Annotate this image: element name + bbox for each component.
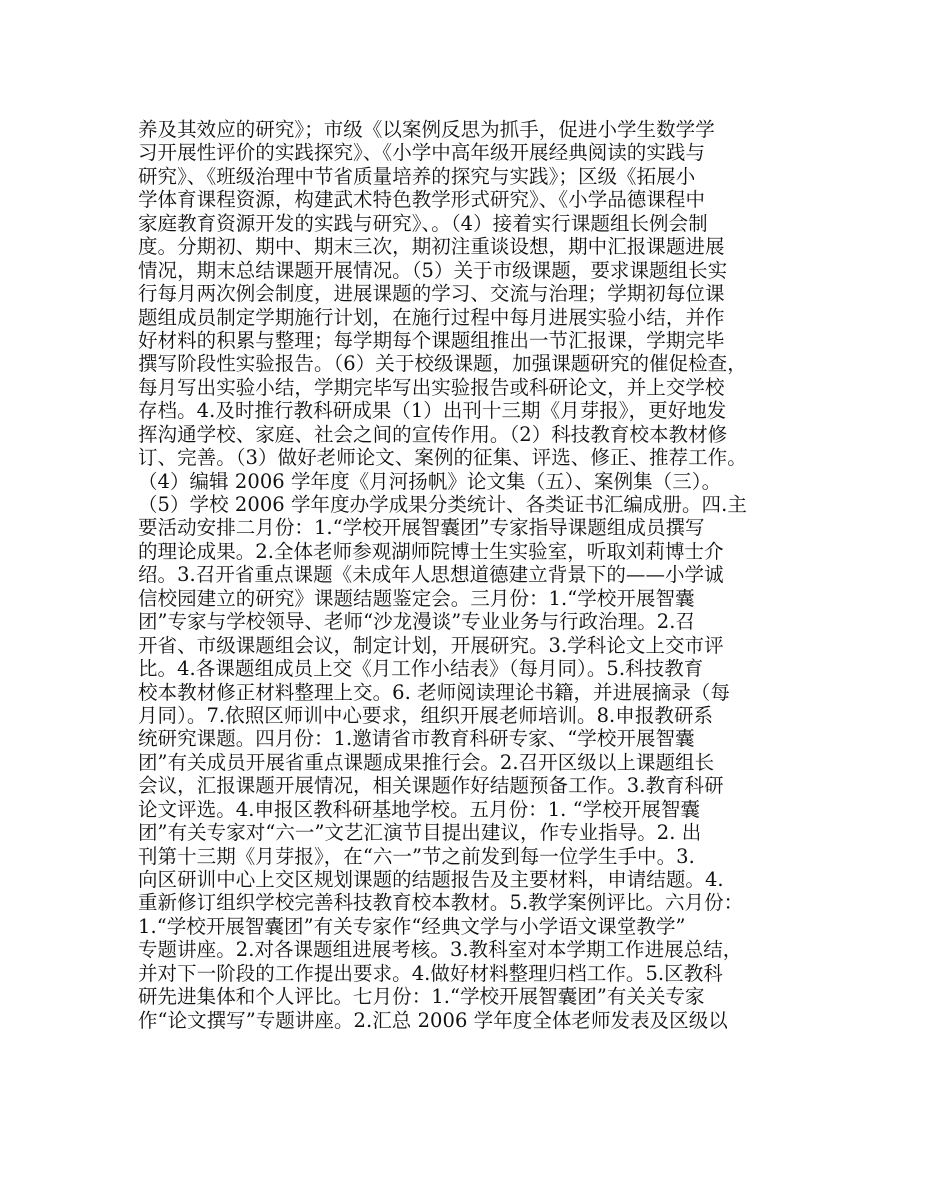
text-line: 团”有关成员开展省重点课题成果推行会。2.召开区级以上课题组长	[138, 750, 715, 774]
text-line: 的理论成果。2.全体老师参观湖师院博士生实验室，听取刘莉博士介	[138, 539, 724, 563]
text-line: 学体育课程资源，构建武术特色教学形式研究》、《小学品德课程中	[138, 188, 706, 212]
text-line: 度。分期初、期中、期末三次，期初注重谈设想，期中汇报课题进展	[138, 235, 725, 259]
text-line: 1.“学校开展智囊团”有关专家作“经典文学与小学语文课堂教学”	[138, 914, 686, 938]
text-line: 撰写阶段性实验报告。（6）关于校级课题，加强课题研究的催促检查，	[138, 352, 747, 376]
text-line: 月同）。7.依照区师训中心要求，组织开展老师培训。8.申报教研系	[138, 703, 714, 727]
text-line: 向区研训中心上交区规划课题的结题报告及主要材料，申请结题。4.	[138, 868, 724, 891]
text-line: 题组成员制定学期施行计划，在施行过程中每月进展实验小结，并作	[138, 305, 725, 329]
text-line: 比。4.各课题组成员上交《月工作小结表》（每月同）。5.科技教育	[138, 657, 704, 681]
text-line: 刊第十三期《月芽报》，在“六一”节之前发到每一位学生手中。3.	[138, 844, 695, 868]
text-line: （4）编辑 2006 学年度《月河扬帆》论文集（五）、案例集（三）。	[138, 469, 722, 493]
text-line: 情况，期末总结课题开展情况。（5）关于市级课题，要求课题组长实	[138, 258, 728, 282]
text-line: 团”有关专家对“六一”文艺汇演节目提出建议，作专业指导。2. 出	[138, 821, 702, 845]
text-line: 绍。3.召开省重点课题《未成年人思想道德建立背景下的——小学诚	[138, 563, 724, 587]
text-line: 家庭教育资源开发的实践与研究》、。（4）接着实行课题组长例会制	[138, 211, 708, 235]
text-line: 并对下一阶段的工作提出要求。4.做好材料整理归档工作。5.区教科	[138, 961, 723, 985]
text-line: 每月写出实验小结，学期完毕写出实验报告或科研论文，并上交学校	[138, 375, 725, 399]
text-line: 订、完善。（3）做好老师论文、案例的征集、评选、修正、推荐工作。	[138, 446, 747, 470]
text-line: （5）学校 2006 学年度办学成果分类统计、各类证书汇编成册。四.主	[138, 493, 747, 516]
text-line: 行每月两次例会制度，进展课题的学习、交流与治理；学期初每位课	[138, 282, 725, 306]
text-line: 作“论文撰写”专题讲座。2.汇总 2006 学年度全体老师发表及区级以	[138, 1008, 728, 1032]
body-text	[138, 118, 828, 1032]
text-line: 养及其效应的研究》；市级《以案例反思为抓手，促进小学生数学学	[138, 118, 715, 141]
text-line: 团”专家与学校领导、老师“沙龙漫谈”专业业务与行政治理。2.召	[138, 610, 696, 634]
text-line: 好材料的积累与整理；每学期每个课题组推出一节汇报课，学期完毕	[138, 328, 725, 352]
text-line: 存档。4.及时推行教科研成果（1）出刊十三期《月芽报》，更好地发	[138, 399, 727, 423]
text-line: 研先进集体和个人评比。七月份：1.“学校开展智囊团”有关关专家	[138, 985, 705, 1009]
text-line: 习开展性评价的实践探究》、《小学中高年级开展经典阅读的实践与	[138, 141, 706, 165]
text-line: 研究》、《班级治理中节省质量培养的探究与实践》；区级《拓展小	[138, 164, 696, 188]
text-line: 论文评选。4.申报区教科研基地学校。五月份：1. “学校开展智囊	[138, 797, 700, 821]
text-line: 要活动安排二月份：1.“学校开展智囊团”专家指导课题组成员撰写	[138, 516, 705, 540]
text-line: 专题讲座。2.对各课题组进展考核。3.教科室对本学期工作进展总结，	[138, 938, 743, 962]
text-line: 校本教材修正材料整理上交。6. 老师阅读理论书籍，并进展摘录（每	[138, 680, 730, 704]
text-line: 挥沟通学校、家庭、社会之间的宣传作用。（2）科技教育校本教材修	[138, 422, 728, 446]
text-line: 统研究课题。四月份：1.邀请省市教育科研专家、“学校开展智囊	[138, 727, 695, 751]
text-line: 开省、市级课题组会议，制定计划，开展研究。3.学科论文上交市评	[138, 633, 724, 657]
text-line: 信校园建立的研究》课题结题鉴定会。三月份：1.“学校开展智囊	[138, 586, 695, 610]
text-line: 会议，汇报课题开展情况，相关课题作好结题预备工作。3.教育科研	[138, 774, 724, 798]
text-line: 重新修订组织学校完善科技教育校本教材。5.教学案例评比。六月份：	[138, 891, 744, 915]
